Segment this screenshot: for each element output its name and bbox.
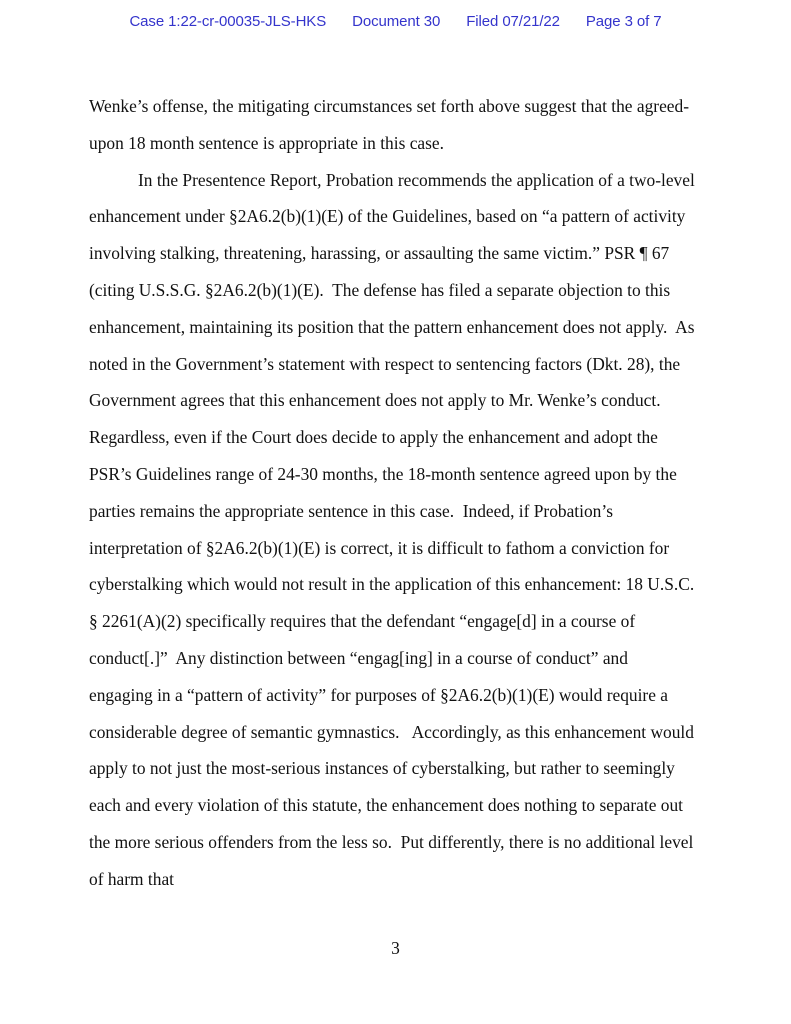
body-paragraph-1: Wenke’s offense, the mitigating circumstances set forth above suggest that the agreed-upon 18 month sentence is appropriate in this case. xyxy=(89,96,689,153)
header-document-number: Document 30 xyxy=(352,13,441,30)
header-case-number: Case 1:22-cr-00035-JLS-HKS xyxy=(129,13,327,30)
body-paragraph-2: In the Presentence Report, Probation recommends the application of a two-level enhancement under §2A6.2(b)(1)(E) of the Guidelines, based on “a pattern of activity involving stalking, threatening, harassing, or assaulting the same victim.” PSR ¶ 67 (citing U.S.S.G. §2A6.2(b)(1)(E). The defense has filed a separate objection to this enhancement, maintaining its position that the pattern enhancement does not apply. As noted in the Government’s statement with respect to sentencing factors (Dkt. 28), the Government agrees that this enhancement does not apply to Mr. Wenke’s conduct. Regardless, even if the Court does decide to apply the enhancement and adopt the PSR’s Guidelines range of 24-30 months, the 18-month sentence agreed upon by the parties remains the appropriate sentence in this case. Indeed, if Probation’s interpretation of §2A6.2(b)(1)(E) is correct, it is difficult to fathom a conviction for cyberstalking which would not result in the application of this enhancement: 18 U.S.C. § 2261(A)(2) specifically requires that the defendant “engage[d] in a course of conduct[.]” Any distinction between “engag[ing] in a course of conduct” and engaging in a “pattern of activity” for purposes of §2A6.2(b)(1)(E) would require a considerable degree of semantic gymnastics. Accordingly, as this enhancement would apply to not just the most-serious instances of cyberstalking, but rather to seemingly each and every violation of this statute, the enhancement does nothing to separate out the more serious offenders from the less so. Put differently, there is no additional level of harm that xyxy=(89,169,700,889)
ecf-header-stamp xyxy=(0,13,791,30)
header-page-indicator: Page 3 of 7 xyxy=(585,13,662,30)
document-body xyxy=(89,88,700,898)
header-filed-date: Filed 07/21/22 xyxy=(466,13,560,30)
page-number: 3 xyxy=(391,938,400,958)
